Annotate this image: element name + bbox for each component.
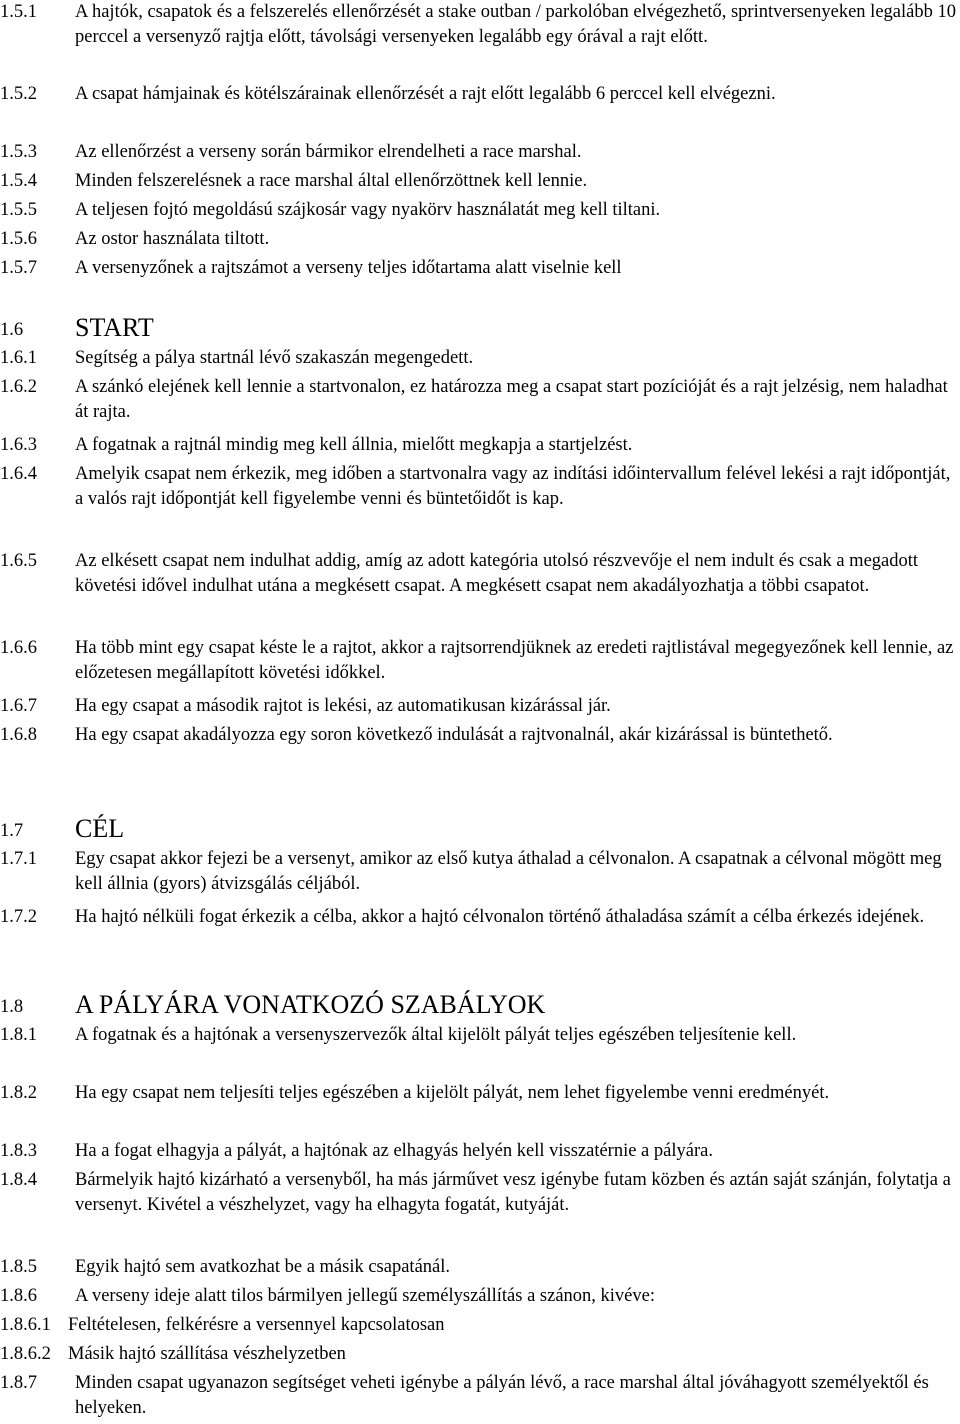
rule-1-5-7 xyxy=(0,256,960,281)
section-number: 1.8 xyxy=(0,997,24,1017)
rule-number: 1.8.6 xyxy=(0,1286,37,1306)
section-heading-start xyxy=(0,313,960,343)
rule-number: 1.8.3 xyxy=(0,1141,37,1161)
rule-text: A szánkó elejének kell lennie a startvonalon, ez határozza meg a csapat start pozícióját és a rajt jelzésig, nem haladhat át rajta. xyxy=(75,377,948,422)
rule-1-6-5 xyxy=(0,549,960,599)
rule-text: Minden csapat ugyanazon segítséget veheti igénybe a pályán lévő, a race marshal által jóváhagyott személyektől és helyeken. xyxy=(75,1373,929,1418)
rule-number: 1.8.6.1 xyxy=(0,1315,51,1335)
rule-1-8-3 xyxy=(0,1139,960,1164)
rule-1-5-4 xyxy=(0,169,960,194)
rule-1-8-7 xyxy=(0,1371,960,1421)
rule-number: 1.8.7 xyxy=(0,1373,37,1393)
rule-text: Az ostor használata tiltott. xyxy=(75,229,270,249)
section-number: 1.7 xyxy=(0,821,24,841)
rule-1-5-6 xyxy=(0,227,960,252)
rule-1-8-4 xyxy=(0,1168,960,1218)
section-heading-palya xyxy=(0,990,960,1020)
rule-number: 1.5.5 xyxy=(0,200,37,220)
rule-number: 1.8.5 xyxy=(0,1257,37,1277)
rule-1-6-6 xyxy=(0,636,960,686)
rule-text: Ha egy csapat nem teljesíti teljes egészében a kijelölt pályát, nem lehet figyelembe venni eredményét. xyxy=(75,1083,830,1103)
rule-1-6-1 xyxy=(0,346,960,371)
rule-text: Az ellenőrzést a verseny során bármikor elrendelheti a race marshal. xyxy=(75,142,582,162)
rule-1-6-8 xyxy=(0,723,960,748)
section-heading-cel xyxy=(0,814,960,844)
rule-text: A hajtók, csapatok és a felszerelés ellenőrzését a stake outban / parkolóban elvégezhető, sprintversenyeken legalább 10 perccel a versenyző rajtja előtt, távolsági versenyeken legalább egy órával a rajt előtt. xyxy=(75,2,956,47)
rule-1-6-4 xyxy=(0,462,960,512)
rule-1-8-6-2 xyxy=(0,1342,960,1367)
rule-number: 1.5.2 xyxy=(0,84,37,104)
rule-text: Segítség a pálya startnál lévő szakaszán megengedett. xyxy=(75,348,474,368)
rule-text: Ha több mint egy csapat késte le a rajtot, akkor a rajtsorrendjüknek az eredeti rajtlistával megegyezőnek kell lennie, az előzetesen megállapított követési időkkel. xyxy=(75,638,954,683)
rule-1-7-2 xyxy=(0,905,960,930)
rule-1-5-2 xyxy=(0,82,960,107)
rule-1-8-6 xyxy=(0,1284,960,1309)
rule-text: Egyik hajtó sem avatkozhat be a másik csapatánál. xyxy=(75,1257,451,1277)
rule-1-5-5 xyxy=(0,198,960,223)
rule-number: 1.8.2 xyxy=(0,1083,37,1103)
rule-1-6-7 xyxy=(0,694,960,719)
section-title: CÉL xyxy=(75,814,125,843)
rule-text: Amelyik csapat nem érkezik, meg időben a startvonalra vagy az indítási időintervallum felével lekési a rajt időpontját, a valós rajt időpontját kell figyelembe venni és büntetőidőt is kap. xyxy=(75,464,951,509)
rule-text: A teljesen fojtó megoldású szájkosár vagy nyakörv használatát meg kell tiltani. xyxy=(75,200,661,220)
section-title: A PÁLYÁRA VONATKOZÓ SZABÁLYOK xyxy=(75,990,546,1019)
rule-number: 1.6.3 xyxy=(0,435,37,455)
rule-text: Egy csapat akkor fejezi be a versenyt, amikor az első kutya áthalad a célvonalon. A csapatnak a célvonal mögött meg kell állnia (gyors) átvizsgálás céljából. xyxy=(75,849,942,894)
rule-number: 1.5.3 xyxy=(0,142,37,162)
rule-number: 1.6.6 xyxy=(0,638,37,658)
rule-1-5-3 xyxy=(0,140,960,165)
rule-1-6-2 xyxy=(0,375,960,425)
rule-text: A versenyzőnek a rajtszámot a verseny teljes időtartama alatt viselnie kell xyxy=(75,258,622,278)
rule-text: Ha a fogat elhagyja a pályát, a hajtónak az elhagyás helyén kell visszatérnie a pályára. xyxy=(75,1141,713,1161)
rule-1-8-2 xyxy=(0,1081,960,1106)
section-number: 1.6 xyxy=(0,320,24,340)
rule-text: Bármelyik hajtó kizárható a versenyből, ha más járművet vesz igénybe futam közben és aztán saját szánján, folytatja a versenyt. Kivétel a vészhelyzet, vagy ha elhagyta fogatát, kutyáját. xyxy=(75,1170,951,1215)
rule-text: Az elkésett csapat nem indulhat addig, amíg az adott kategória utolsó részvevője el nem indult és csak a megadott követési idővel indulhat utána a megkésett csapat. A megkésett csapat nem akadályozhatja a többi csapatot. xyxy=(75,551,919,596)
rule-number: 1.7.1 xyxy=(0,849,37,869)
rule-text: A csapat hámjainak és kötélszárainak ellenőrzését a rajt előtt legalább 6 perccel kell elvégezni. xyxy=(75,84,776,104)
rule-number: 1.6.7 xyxy=(0,696,37,716)
rule-text: A fogatnak és a hajtónak a versenyszervezők által kijelölt pályát teljes egészében teljesítenie kell. xyxy=(75,1025,797,1045)
rule-number: 1.5.1 xyxy=(0,2,37,22)
rule-text: A verseny ideje alatt tilos bármilyen jellegű személyszállítás a szánon, kivéve: xyxy=(75,1286,655,1306)
rule-number: 1.5.6 xyxy=(0,229,37,249)
rule-text: Ha egy csapat akadályozza egy soron következő indulását a rajtvonalnál, akár kizárással is büntethető. xyxy=(75,725,833,745)
rule-text: Ha hajtó nélküli fogat érkezik a célba, akkor a hajtó célvonalon történő áthaladása számít a célba érkezés idejének. xyxy=(75,907,925,927)
rule-1-8-6-1 xyxy=(0,1313,960,1338)
rule-number: 1.8.1 xyxy=(0,1025,37,1045)
rule-number: 1.6.2 xyxy=(0,377,37,397)
rule-number: 1.8.4 xyxy=(0,1170,37,1190)
rule-number: 1.7.2 xyxy=(0,907,37,927)
rule-number: 1.6.8 xyxy=(0,725,37,745)
rule-1-5-1 xyxy=(0,0,960,50)
rule-1-8-5 xyxy=(0,1255,960,1280)
rule-number: 1.6.5 xyxy=(0,551,37,571)
rule-1-6-3 xyxy=(0,433,960,458)
rule-text: Ha egy csapat a második rajtot is lekési, az automatikusan kizárással jár. xyxy=(75,696,611,716)
rule-number: 1.6.1 xyxy=(0,348,37,368)
rule-number: 1.5.7 xyxy=(0,258,37,278)
rule-text: Minden felszerelésnek a race marshal által ellenőrzöttnek kell lennie. xyxy=(75,171,588,191)
rule-1-8-1 xyxy=(0,1023,960,1048)
rule-number: 1.5.4 xyxy=(0,171,37,191)
rule-1-7-1 xyxy=(0,847,960,897)
rule-text: Másik hajtó szállítása vészhelyzetben xyxy=(68,1344,346,1364)
rule-text: A fogatnak a rajtnál mindig meg kell állnia, mielőtt megkapja a startjelzést. xyxy=(75,435,633,455)
rule-text: Feltételesen, felkérésre a versennyel kapcsolatosan xyxy=(68,1315,445,1335)
rule-number: 1.8.6.2 xyxy=(0,1344,51,1364)
rule-number: 1.6.4 xyxy=(0,464,37,484)
section-title: START xyxy=(75,313,154,342)
